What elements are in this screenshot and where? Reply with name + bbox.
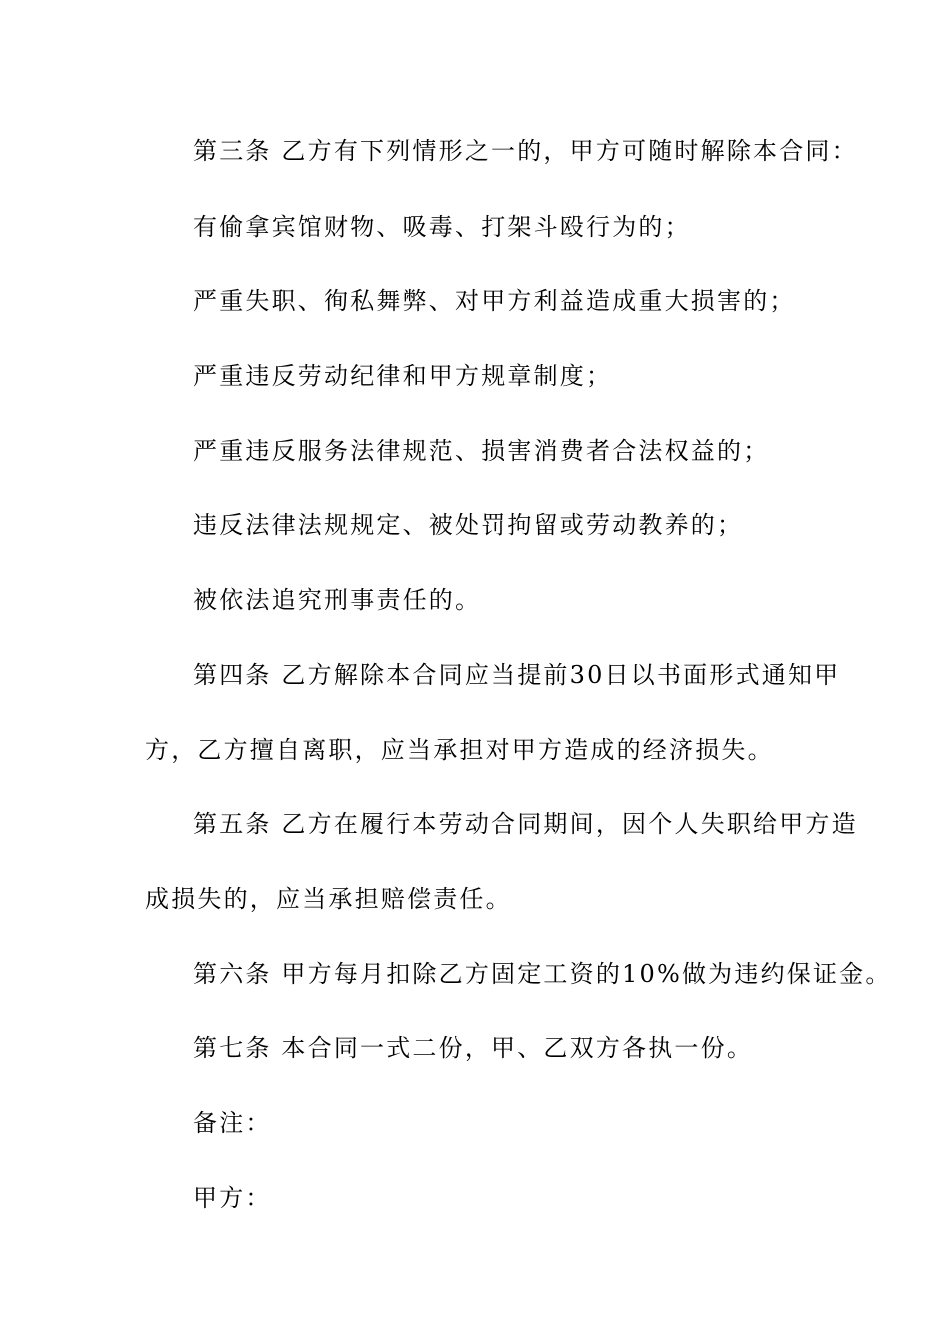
party-a-label: 甲方：	[193, 1184, 272, 1212]
article-7: 第七条 本合同一式二份，甲、乙双方各执一份。	[193, 1034, 754, 1062]
article-3-item-1: 有偷拿宾馆财物、吸毒、打架斗殴行为的；	[193, 213, 691, 241]
article-6: 第六条 甲方每月扣除乙方固定工资的10%做为违约保证金。	[193, 960, 892, 988]
article-5-line-1: 第五条 乙方在履行本劳动合同期间，因个人失职给甲方造	[193, 810, 858, 838]
article-3-item-5: 违反法律法规规定、被处罚拘留或劳动教养的；	[193, 511, 744, 539]
article-3-item-2: 严重失职、徇私舞弊、对甲方利益造成重大损害的；	[193, 287, 796, 315]
article-4-line-1: 第四条 乙方解除本合同应当提前30日以书面形式通知甲	[193, 661, 841, 689]
remarks-label: 备注：	[193, 1109, 272, 1137]
article-3-heading: 第三条 乙方有下列情形之一的，甲方可随时解除本合同：	[193, 137, 858, 165]
article-4-line-2: 方，乙方擅自离职，应当承担对甲方造成的经济损失。	[145, 736, 774, 764]
article-5-line-2: 成损失的，应当承担赔偿责任。	[145, 885, 512, 913]
article-3-item-3: 严重违反劳动纪律和甲方规章制度；	[193, 362, 613, 390]
article-3-item-6: 被依法追究刑事责任的。	[193, 586, 482, 614]
article-3-item-4: 严重违反服务法律规范、损害消费者合法权益的；	[193, 437, 770, 465]
